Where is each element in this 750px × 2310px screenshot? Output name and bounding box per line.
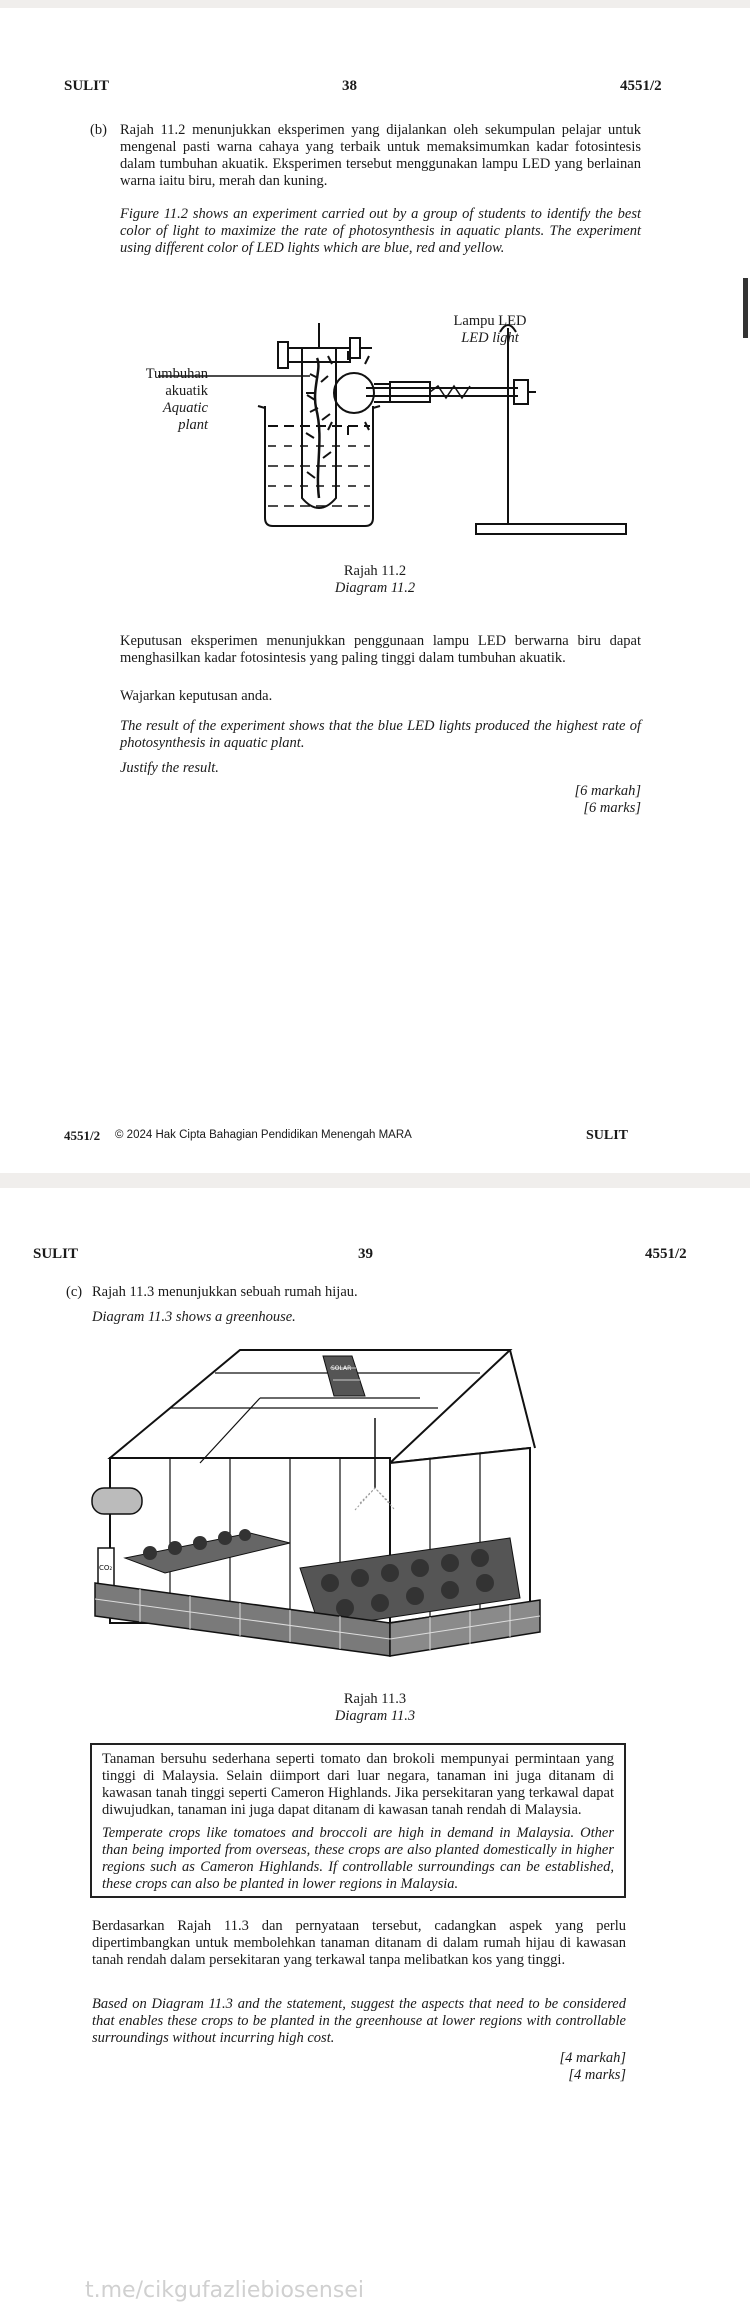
result-english-text: The result of the experiment shows that the blue LED lights produced the highest rate of photosynthesis in aquatic plant. — [120, 718, 641, 751]
marks-ms: [6 markah] — [574, 783, 641, 799]
footer-copyright: © 2024 Hak Cipta Bahagian Pendidikan Menengah MARA — [115, 1129, 412, 1141]
part-c-label: (c) — [66, 1284, 83, 1300]
part-b-english-text: Figure 11.2 shows an experiment carried out by a group of students to identify the best color of light to maximize the rate of photosynthesis in aquatic plants. The experiment using different color of LED lights which are blue, red and yellow. — [120, 206, 641, 256]
paper-code: 4551/2 — [645, 1246, 687, 1262]
statement-english-text: Temperate crops like tomatoes and broccoli are high in demand in Malaysia. Other than being imported from overseas, these crops are also planted domestically in higher regions such as Cameron Highlands. If controllable surroundings can be established, these crops can also be planted in lower regions in Malaysia. — [102, 1825, 614, 1892]
header-sulit: SULIT — [64, 78, 110, 94]
plant-label-ms-2: akuatik — [165, 383, 208, 399]
lamp-label-ms: Lampu LED — [453, 313, 527, 329]
marks-ms: [4 markah] — [559, 2050, 626, 2066]
part-c-english-text: Diagram 11.3 shows a greenhouse. — [92, 1309, 296, 1325]
marks-en: [6 marks] — [583, 800, 641, 816]
result-malay-text: Keputusan eksperimen menunjukkan penggunaan lampu LED berwarna biru dapat menghasilkan kadar fotosintesis yang paling tinggi dalam tumbuhan akuatik. — [120, 633, 641, 666]
plant-label-en-1: Aquatic — [162, 400, 208, 416]
plant-label-ms-1: Tumbuhan — [145, 366, 208, 382]
lamp-label-en: LED light — [461, 330, 519, 346]
paper-code: 4551/2 — [620, 78, 662, 94]
diagram-11-3-caption-ms: Rajah 11.3 — [343, 1691, 407, 1707]
watermark-text: t.me/cikgufazliebiosensei — [85, 2278, 364, 2303]
statement-malay-text: Tanaman bersuhu sederhana seperti tomato dan brokoli mempunyai permintaan yang tinggi di Malaysia. Selain diimport dari luar negara, tanaman ini juga ditanam di kawasan tanah tinggi seperti Cameron Highlands. Jika persekitaran yang terkawal dapat diwujudkan, tanaman ini juga dapat ditanam di kawasan tanah rendah di Malaysia. — [102, 1751, 614, 1818]
air-cooler-icon — [92, 1488, 142, 1514]
question-malay-text: Berdasarkan Rajah 11.3 dan pernyataan tersebut, cadangkan aspek yang perlu dipertimbangkan untuk membolehkan tanaman ditanam di dalam rumah hijau di kawasan tanah rendah dalam persekitaran yang terkawal tanpa melibatkan kos yang tinggi. — [92, 1918, 626, 1968]
page-39 — [0, 1188, 750, 2310]
footer-sulit: SULIT — [586, 1128, 629, 1143]
solar-label: SOLAR — [331, 1365, 352, 1372]
plant-label-en-2: plant — [178, 417, 208, 433]
diagram-11-2-caption-en: Diagram 11.2 — [334, 580, 416, 596]
co2-label: CO₂ — [99, 1564, 113, 1572]
statement-box — [90, 1743, 626, 1898]
diagram-11-2-caption-ms: Rajah 11.2 — [343, 563, 407, 579]
header-sulit: SULIT — [33, 1246, 79, 1262]
page-number: 38 — [342, 78, 357, 94]
part-b-malay-text: Rajah 11.2 menunjukkan eksperimen yang dijalankan oleh sekumpulan pelajar untuk mengenal pasti warna cahaya yang terbaik untuk memaksimumkan kadar fotosintesis dalam tumbuhan akuatik. Eksperimen tersebut menggunakan lampu LED yang berlainan warna iaitu biru, merah dan kuning. — [120, 122, 641, 189]
part-c-malay-text: Rajah 11.3 menunjukkan sebuah rumah hijau. — [92, 1284, 358, 1300]
page-edge-mark — [743, 278, 748, 338]
footer-code: 4551/2 — [64, 1128, 101, 1143]
marks-en: [4 marks] — [568, 2067, 626, 2083]
question-english-text: Based on Diagram 11.3 and the statement, suggest the aspects that need to be considered that enables these crops to be planted in the greenhouse at lower regions with controllable surroundings without incurring high cost. — [92, 1996, 626, 2046]
diagram-11-3-caption-en: Diagram 11.3 — [334, 1708, 416, 1724]
lamp-setup — [306, 325, 626, 534]
justify-english-text: Justify the result. — [120, 760, 219, 776]
page-number: 39 — [358, 1246, 373, 1262]
diagram-11-3-greenhouse — [90, 1338, 560, 1683]
justify-malay-text: Wajarkan keputusan anda. — [120, 688, 273, 704]
page-38 — [0, 8, 750, 1173]
part-b-label: (b) — [90, 122, 107, 138]
